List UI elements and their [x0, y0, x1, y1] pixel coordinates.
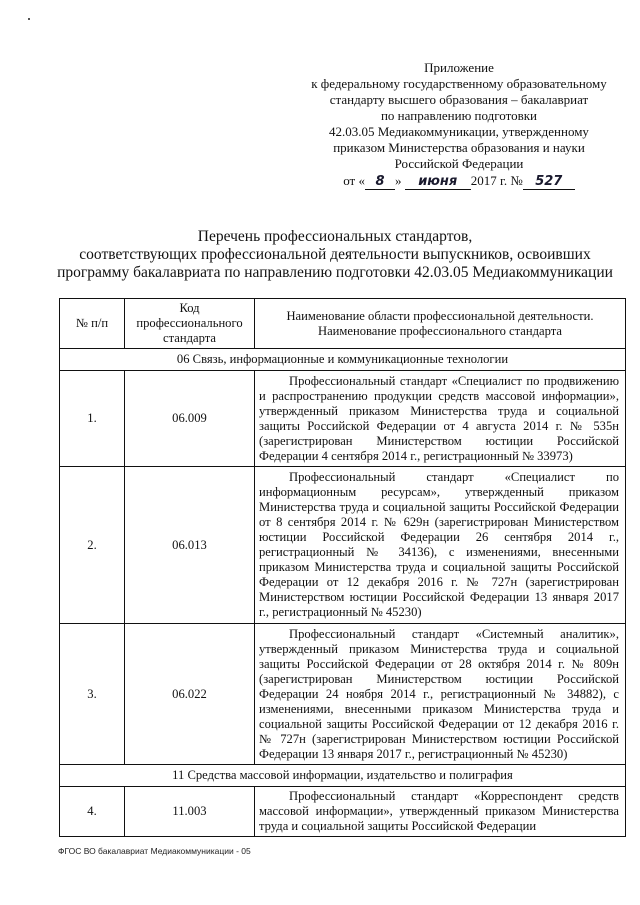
handwritten-month: июня	[405, 175, 471, 190]
appendix-line: стандарту высшего образования – бакалавриат	[329, 92, 589, 107]
row-description	[255, 371, 626, 467]
row-description	[255, 467, 626, 624]
appendix-line: по направлению подготовки	[380, 108, 538, 123]
header-name	[255, 299, 626, 349]
row-code: 06.022	[125, 624, 255, 765]
row-code: 06.009	[125, 371, 255, 467]
row-description-text: Профессиональный стандарт «Корреспондент средств массовой информации», утвержденный приказом Министерства труда и социальной защиты Российской Федерации	[259, 789, 619, 833]
row-code: 11.003	[125, 787, 255, 837]
row-description-text: Профессиональный стандарт «Специалист по продвижению и распространению продукции средств массовой информации», утвержденный приказом Министерства труда и социальной защиты Российской Федерации от 4 августа 2014 г. № 535н (зарегистрирован Министерством юстиции Российской Федерации 4 сентября 2014 г., регистрационный № 33973)	[259, 373, 619, 463]
year-text: 2017 г. №	[470, 173, 523, 188]
table-row	[60, 467, 626, 624]
document-heading	[40, 228, 630, 282]
appendix-line: Российской Федерации	[394, 156, 524, 171]
appendix-line: к федеральному государственному образовательному	[311, 76, 607, 91]
header-name-line: Наименование области профессиональной деятельности.	[286, 308, 594, 323]
heading-line: программу бакалавриата по направлению подготовки 42.03.05 Медиакоммуникации	[57, 264, 613, 281]
page-footer: ФГОС ВО бакалавриат Медиакоммуникации - 05	[58, 846, 251, 856]
row-num: 1.	[60, 371, 125, 467]
heading-line: Перечень профессиональных стандартов,	[197, 228, 473, 245]
section-row	[60, 349, 626, 371]
scan-dot	[28, 18, 30, 20]
table-row	[60, 371, 626, 467]
row-description-text: Профессиональный стандарт «Системный аналитик», утвержденный приказом Министерства труда и социальной защиты Российской Федерации от 28 октября 2014 г. № 809н (зарегистрирован Министерством юстиции Российской Федерации 24 ноября 2014 г., регистрационный № 34882), с изменениями, внесенными приказом Министерства труда и социальной защиты Российской Федерации от 12 декабря 2016 г. № 727н (зарегистрирован Министерством юстиции Российской Федерации 13 января 2017 г., регистрационный № 45230)	[259, 626, 619, 761]
appendix-block	[300, 60, 618, 190]
standards-table	[59, 298, 626, 837]
row-description	[255, 624, 626, 765]
handwritten-order-number: 527	[523, 175, 575, 190]
appendix-line: приказом Министерства образования и науки	[333, 140, 585, 155]
row-num: 4.	[60, 787, 125, 837]
section-title: 06 Связь, информационные и коммуникационные технологии	[60, 349, 626, 371]
appendix-line: Приложение	[424, 60, 494, 75]
section-row	[60, 765, 626, 787]
date-prefix: от «	[343, 173, 365, 188]
row-description-text: Профессиональный стандарт «Специалист по информационным ресурсам», утвержденный приказом Министерства труда и социальной защиты Российской Федерации от 8 сентября 2014 г. № 629н (зарегистрирован Министерством юстиции Российской Федерации 26 сентября 2014 г., регистрационный № 34136), с изменениями, внесенными приказом Министерства труда и социальной защиты Российской Федерации от 12 декабря 2016 г. № 727н (зарегистрирован Министерством юстиции Российской Федерации 13 января 2017 г., регистрационный № 45230)	[259, 470, 619, 619]
row-description	[255, 787, 626, 837]
appendix-line: 42.03.05 Медиакоммуникации, утвержденному	[329, 124, 589, 139]
table-row	[60, 624, 626, 765]
date-mid: »	[394, 173, 402, 188]
table-row	[60, 787, 626, 837]
table-header-row	[60, 299, 626, 349]
section-title: 11 Средства массовой информации, издательство и полиграфия	[60, 765, 626, 787]
row-num: 3.	[60, 624, 125, 765]
header-code: Код профессионального стандарта	[125, 299, 255, 349]
heading-line: соответствующих профессиональной деятельности выпускников, освоивших	[79, 246, 591, 263]
header-num: № п/п	[60, 299, 125, 349]
order-date-line	[343, 173, 575, 190]
handwritten-day: 8	[365, 175, 395, 190]
row-num: 2.	[60, 467, 125, 624]
row-code: 06.013	[125, 467, 255, 624]
header-name-line: Наименование профессионального стандарта	[318, 323, 562, 338]
